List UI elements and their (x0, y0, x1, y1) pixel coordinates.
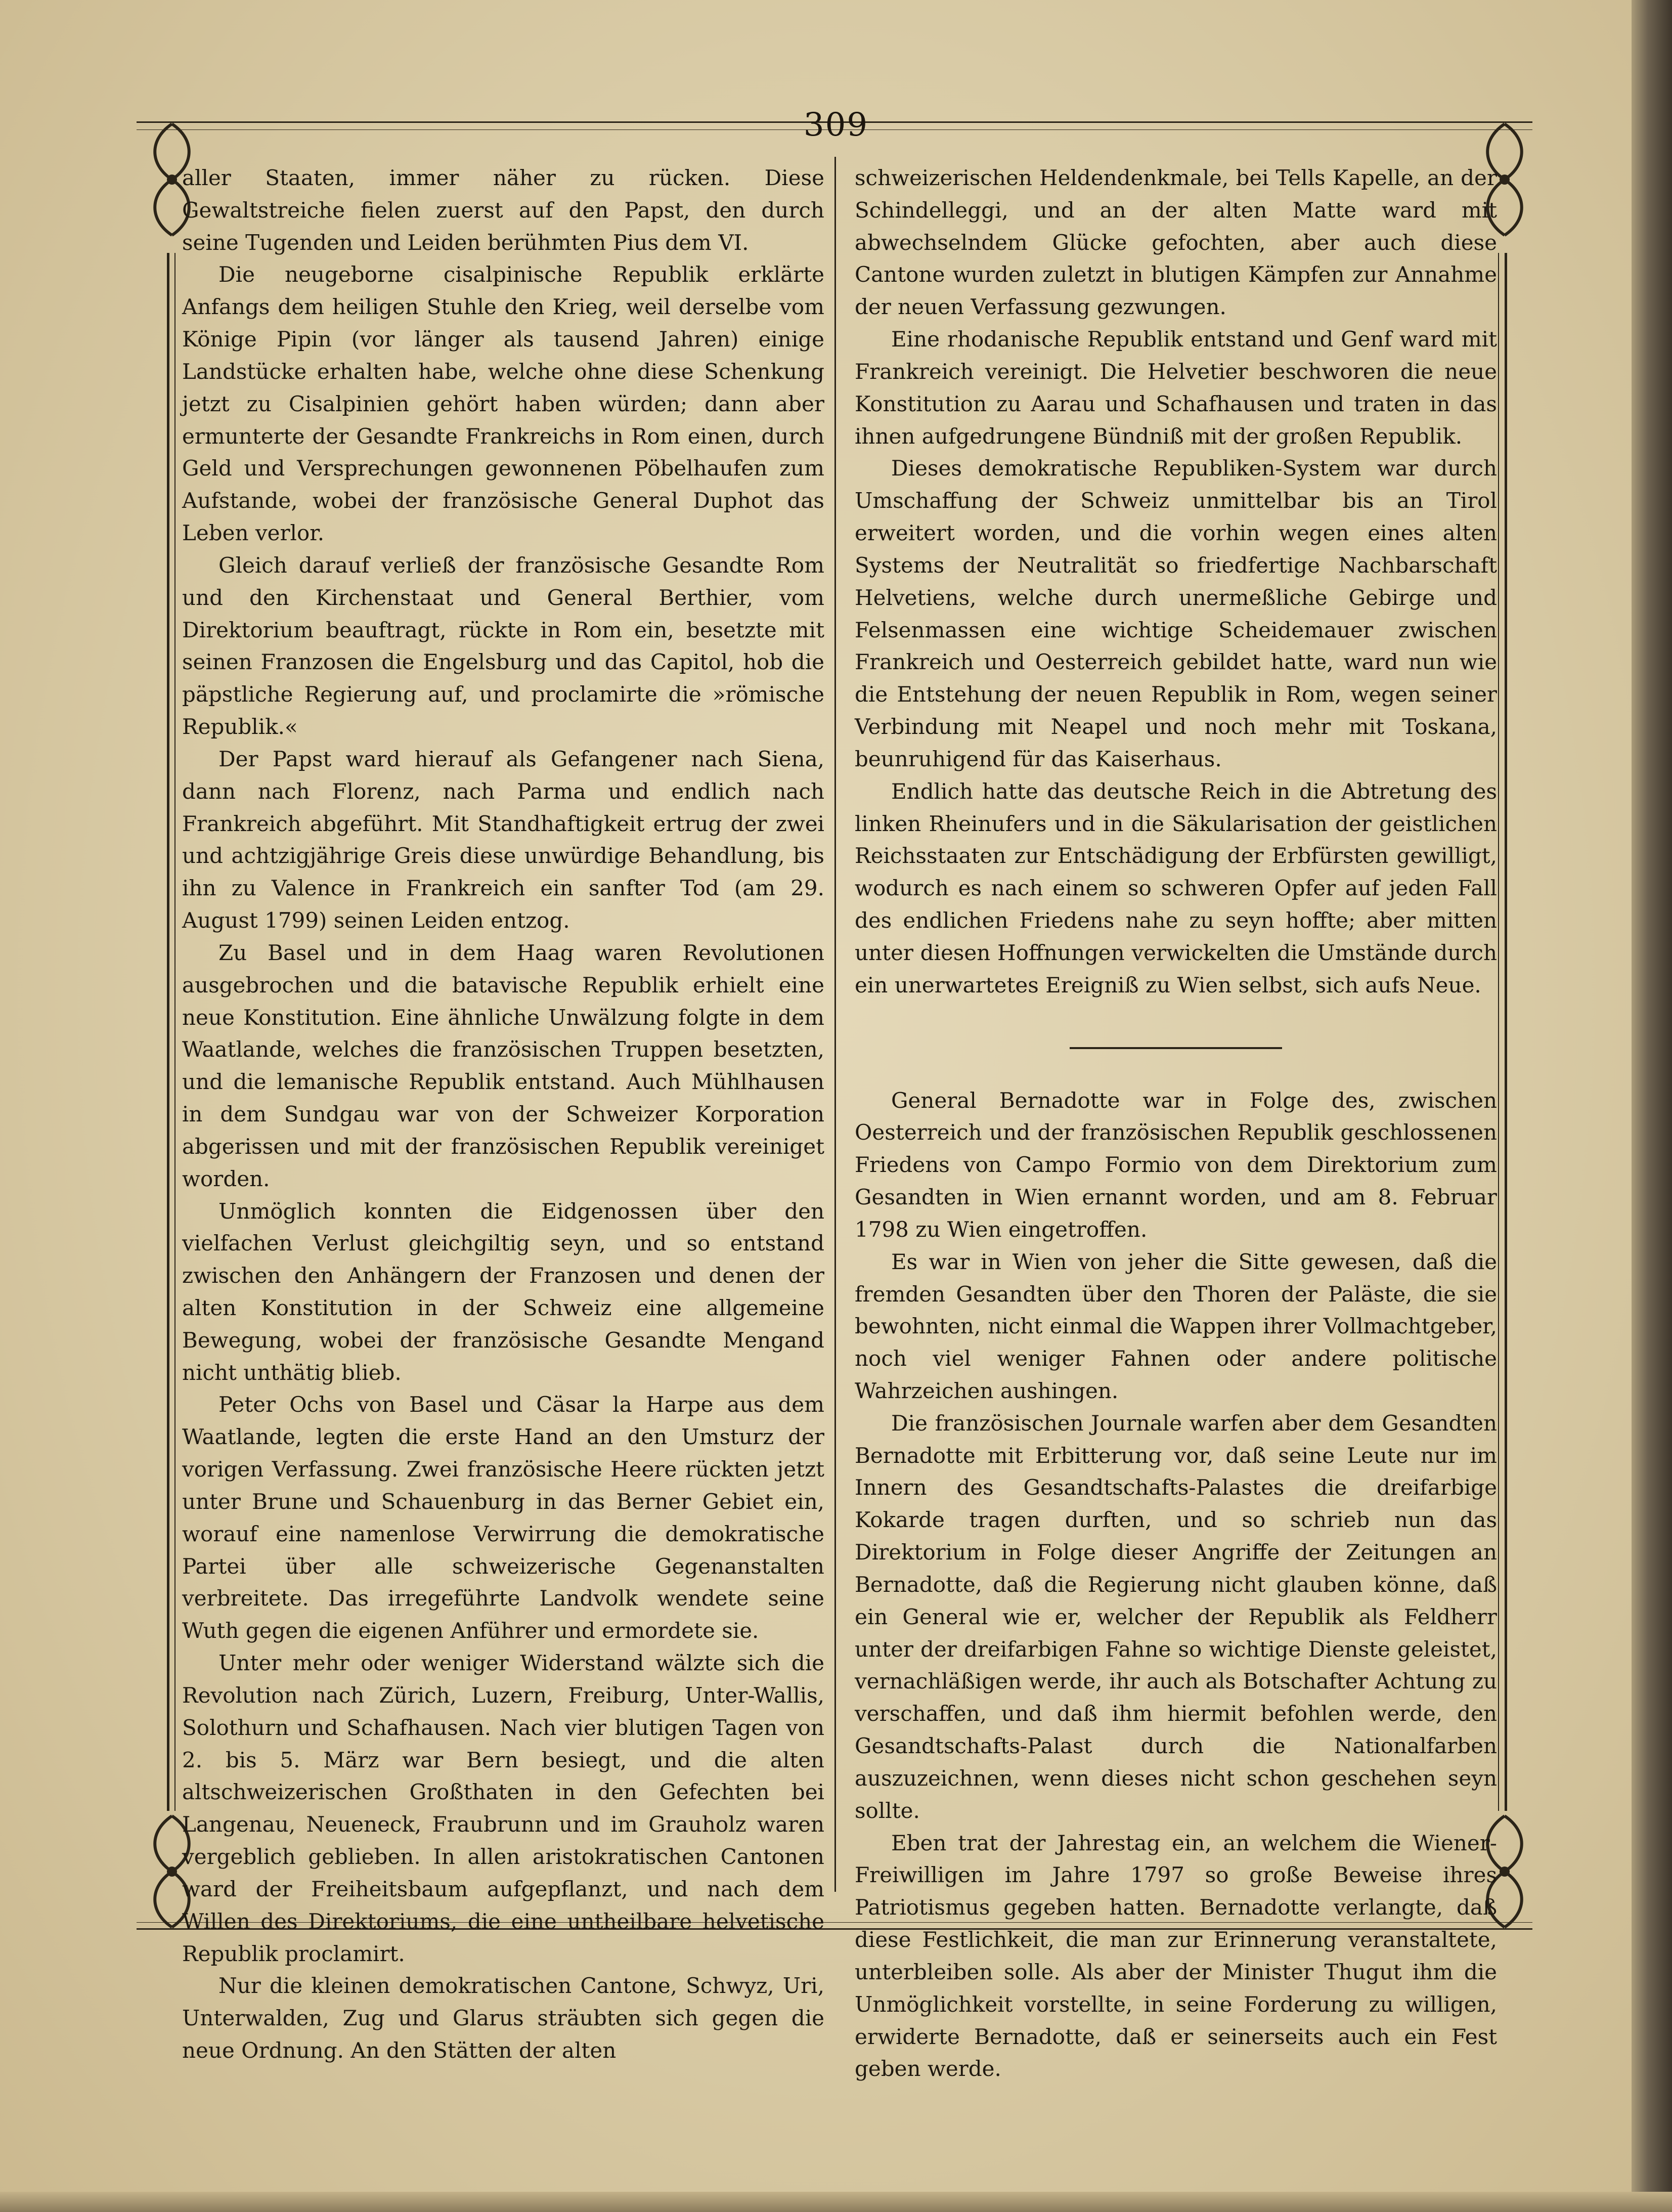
right-frame-rule (1505, 253, 1507, 1811)
paragraph: Peter Ochs von Basel und Cäsar la Harpe aus dem Waatlande, legten die erste Hand an den Umsturz der vorigen Verfassung. Zwei französische Heere rückten jetzt unter Brune und Schauenburg in das Berner Gebiet ein, worauf eine namenlose Verwirrung die demokratische Partei über alle schweizerische Gegenanstalten verbreitete. Das irregeführte Landvolk wendete seine Wuth gegen die eigenen Anführer und ermordete sie. (182, 1392, 824, 1643)
paragraph: Nur die kleinen demokratischen Cantone, Schwyz, Uri, Unterwalden, Zug und Glarus sträubten sich gegen die neue Ordnung. An den Stätten der alten (182, 1973, 824, 2063)
right-column-top (855, 162, 1497, 1002)
book-edge-right (1632, 0, 1672, 2212)
section-separator (1070, 1047, 1282, 1049)
paragraph: General Bernadotte war in Folge des, zwischen Oesterreich und der französischen Republik geschlossenen Friedens von Campo Formio von dem Direktorium zum Gesandten in Wien ernannt worden, und am 8. Februar 1798 zu Wien eingetroffen. (855, 1088, 1497, 1242)
paragraph: Es war in Wien von jeher die Sitte gewesen, daß die fremden Gesandten über den Thoren der Paläste, die sie bewohnten, nicht einmal die Wappen ihrer Vollmachtgeber, noch viel weniger Fahnen oder andere politische Wahrzeichen aushingen. (855, 1249, 1497, 1403)
paragraph: Endlich hatte das deutsche Reich in die Abtretung des linken Rheinufers und in die Säkularisation der geistlichen Reichsstaaten zur Entschädigung der Erbfürsten gewilligt, wodurch es nach einem so schweren Opfer auf jeden Fall des endlichen Friedens nahe zu seyn hoffte; aber mitten unter diesen Hoffnungen verwickelten die Umstände durch ein unerwartetes Ereigniß zu Wien selbst, sich aufs Neue. (855, 778, 1497, 997)
paragraph: Unmöglich konnten die Eidgenossen über den vielfachen Verlust gleichgiltig seyn, und so entstand zwischen den Anhängern der Franzosen und denen der alten Konstitution in der Schweiz eine allgemeine Bewegung, wobei der französische Gesandte Mengand nicht unthätig blieb. (182, 1198, 824, 1385)
paragraph: Die französischen Journale warfen aber dem Gesandten Bernadotte mit Erbitterung vor, daß seine Leute nur im Innern des Gesandtschafts-Palastes die dreifarbige Kokarde tragen durften, und so schrieb nun das Direktorium in Folge dieser Angriffe der Zeitungen an Bernadotte, daß die Regierung nicht glauben könne, daß ein General wie er, welcher der Republik als Feldherr unter der dreifarbigen Fahne so wichtige Dienste geleistet, vernachläßigen werde, ihr auch als Botschafter Achtung zu verschaffen, und daß ihm hiermit befohlen werde, den Gesandtschafts-Palast durch die Nationalfarben auszuzeichnen, wenn dieses nicht schon geschehen seyn sollte. (855, 1410, 1497, 1823)
column-divider (834, 157, 836, 1892)
right-frame-rule-thin (1498, 253, 1499, 1811)
paragraph: Eben trat der Jahrestag ein, an welchem die Wiener-Freiwilligen im Jahre 1797 so große Beweise ihres Patriotismus gegeben hatten. Bernadotte verlangte, daß diese Festlichkeit, die man zur Erinnerung veranstaltete, unterbleiben solle. Als aber der Minister Thugut ihm die Unmöglichkeit vorstellte, in seine Forderung zu willigen, erwiderte Bernadotte, daß er seinerseits auch ein Fest geben werde. (855, 1830, 1497, 2081)
page-number: 309 (803, 106, 869, 144)
paragraph: schweizerischen Heldendenkmale, bei Tells Kapelle, an der Schindelleggi, und an der alten Matte ward mit abwechselndem Glücke gefochten, aber auch diese Cantone wurden zuletzt in blutigen Kämpfen zur Annahme der neuen Verfassung gezwungen. (855, 165, 1497, 320)
book-edge-bottom (0, 2192, 1672, 2212)
left-column (182, 162, 824, 2067)
paragraph: Der Papst ward hierauf als Gefangener nach Siena, dann nach Florenz, nach Parma und endlich nach Frankreich abgeführt. Mit Standhaftigkeit ertrug der zwei und achtzigjährige Greis diese unwürdige Behandlung, bis ihn zu Valence in Frankreich ein sanfter Tod (am 29. August 1799) seinen Leiden entzog. (182, 746, 824, 933)
paragraph: Eine rhodanische Republik entstand und Genf ward mit Frankreich vereinigt. Die Helvetier beschworen die neue Konstitution zu Aarau und Schafhausen und traten in das ihnen aufgedrungene Bündniß mit der großen Republik. (855, 327, 1497, 449)
left-frame-rule (167, 253, 169, 1811)
paragraph: Gleich darauf verließ der französische Gesandte Rom und den Kirchenstaat und General Berthier, vom Direktorium beauftragt, rückte in Rom ein, besetzte mit seinen Franzosen die Engelsburg und das Capitol, hob die päpstliche Regierung auf, und proclamirte die »römische Republik.« (182, 552, 824, 740)
paragraph: Unter mehr oder weniger Widerstand wälzte sich die Revolution nach Zürich, Luzern, Freiburg, Unter-Wallis, Solothurn und Schafhausen. Nach vier blutigen Tagen von 2. bis 5. März war Bern besiegt, und die alten altschweizerischen Großthaten in den Gefechten bei Langenau, Neueneck, Fraubrunn und im Grauholz waren vergeblich geblieben. In allen aristokratischen Cantonen ward der Freiheitsbaum aufgepflanzt, und nach dem Willen des Direktoriums, die eine untheilbare helvetische Republik proclamirt. (182, 1651, 824, 1966)
paragraph: Dieses demokratische Republiken-System war durch Umschaffung der Schweiz unmittelbar bis an Tirol erweitert worden, und die vorhin wegen eines alten Systems der Neutralität so friedfertige Nachbarschaft Helvetiens, welche durch unermeßliche Gebirge und Felsenmassen eine wichtige Scheidemauer zwischen Frankreich und Oesterreich gebildet hatte, ward nun wie die Entstehung der neuen Republik in Rom, wegen seiner Verbindung mit Neapel und noch mehr mit Toskana, beunruhigend für das Kaiserhaus. (855, 456, 1497, 771)
paragraph: Die neugeborne cisalpinische Republik erklärte Anfangs dem heiligen Stuhle den Krieg, weil derselbe vom Könige Pipin (vor länger als tausend Jahren) einige Landstücke erhalten habe, welche ohne diese Schenkung jetzt zu Cisalpinien gehört haben würden; dann aber ermunterte der Gesandte Frankreichs in Rom einen, durch Geld und Versprechungen gewonnenen Pöbelhaufen zum Aufstande, wobei der französische General Duphot das Leben verlor. (182, 262, 824, 546)
paragraph: Zu Basel und in dem Haag waren Revolutionen ausgebrochen und die batavische Republik erhielt eine neue Konstitution. Eine ähnliche Unwälzung folgte in dem Waatlande, welches die französischen Truppen besetzten, und die lemanische Republik entstand. Auch Mühlhausen in dem Sundgau war von der Schweizer Korporation abgerissen und mit der französischen Republik vereiniget worden. (182, 940, 824, 1191)
right-column (855, 162, 1497, 2085)
left-frame-rule-thin (174, 253, 175, 1811)
paragraph: aller Staaten, immer näher zu rücken. Diese Gewaltstreiche fielen zuerst auf den Papst, den durch seine Tugenden und Leiden berühmten Pius dem VI. (182, 165, 824, 255)
right-column-bottom (855, 1085, 1497, 2086)
